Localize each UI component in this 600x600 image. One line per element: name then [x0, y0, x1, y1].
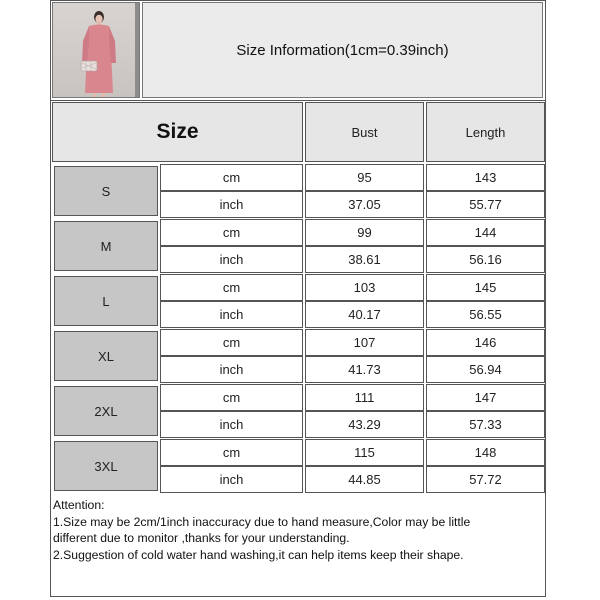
- length-cm: 143: [426, 164, 545, 191]
- unit-inch: inch: [160, 191, 303, 218]
- unit-cm: cm: [160, 274, 303, 301]
- unit-cm: cm: [160, 384, 303, 411]
- unit-inch: inch: [160, 301, 303, 328]
- model-in-pink-dress-image: [73, 11, 121, 97]
- column-header-size: Size: [52, 102, 303, 162]
- size-label-m: M: [54, 221, 158, 271]
- length-cm: 146: [426, 329, 545, 356]
- size-information-title: Size Information(1cm=0.39inch): [142, 2, 543, 98]
- length-cm: 148: [426, 439, 545, 466]
- size-label-xl: XL: [54, 331, 158, 381]
- bust-inch: 38.61: [305, 246, 424, 273]
- note-line-1a: 1.Size may be 2cm/1inch inaccuracy due to hand measure,Color may be little: [53, 514, 471, 529]
- length-inch: 56.16: [426, 246, 545, 273]
- unit-inch: inch: [160, 356, 303, 383]
- bust-inch: 40.17: [305, 301, 424, 328]
- photo-background-wall: [135, 3, 140, 98]
- length-cm: 145: [426, 274, 545, 301]
- length-inch: 57.33: [426, 411, 545, 438]
- unit-inch: inch: [160, 246, 303, 273]
- size-label-2xl: 2XL: [54, 386, 158, 436]
- length-inch: 55.77: [426, 191, 545, 218]
- unit-cm: cm: [160, 439, 303, 466]
- bust-cm: 103: [305, 274, 424, 301]
- length-cm: 144: [426, 219, 545, 246]
- unit-inch: inch: [160, 411, 303, 438]
- header-row: [51, 1, 545, 101]
- product-photo: [52, 2, 140, 98]
- attention-notes: [53, 497, 543, 563]
- size-label-3xl: 3XL: [54, 441, 158, 491]
- bust-inch: 41.73: [305, 356, 424, 383]
- bust-cm: 95: [305, 164, 424, 191]
- note-line-1b: different due to monitor ,thanks for your understanding.: [53, 531, 350, 545]
- unit-cm: cm: [160, 219, 303, 246]
- bust-inch: 37.05: [305, 191, 424, 218]
- column-header-bust: Bust: [305, 102, 424, 162]
- note-line-2: 2.Suggestion of cold water hand washing,it can help items keep their shape.: [53, 547, 464, 562]
- size-label-l: L: [54, 276, 158, 326]
- size-chart: [50, 0, 546, 597]
- bust-cm: 111: [305, 384, 424, 411]
- unit-cm: cm: [160, 164, 303, 191]
- bust-inch: 43.29: [305, 411, 424, 438]
- length-inch: 57.72: [426, 466, 545, 493]
- attention-heading: Attention:: [53, 498, 105, 512]
- unit-cm: cm: [160, 329, 303, 356]
- bust-inch: 44.85: [305, 466, 424, 493]
- unit-inch: inch: [160, 466, 303, 493]
- size-label-s: S: [54, 166, 158, 216]
- length-inch: 56.55: [426, 301, 545, 328]
- length-inch: 56.94: [426, 356, 545, 383]
- bust-cm: 107: [305, 329, 424, 356]
- column-header-length: Length: [426, 102, 545, 162]
- bust-cm: 115: [305, 439, 424, 466]
- length-cm: 147: [426, 384, 545, 411]
- bust-cm: 99: [305, 219, 424, 246]
